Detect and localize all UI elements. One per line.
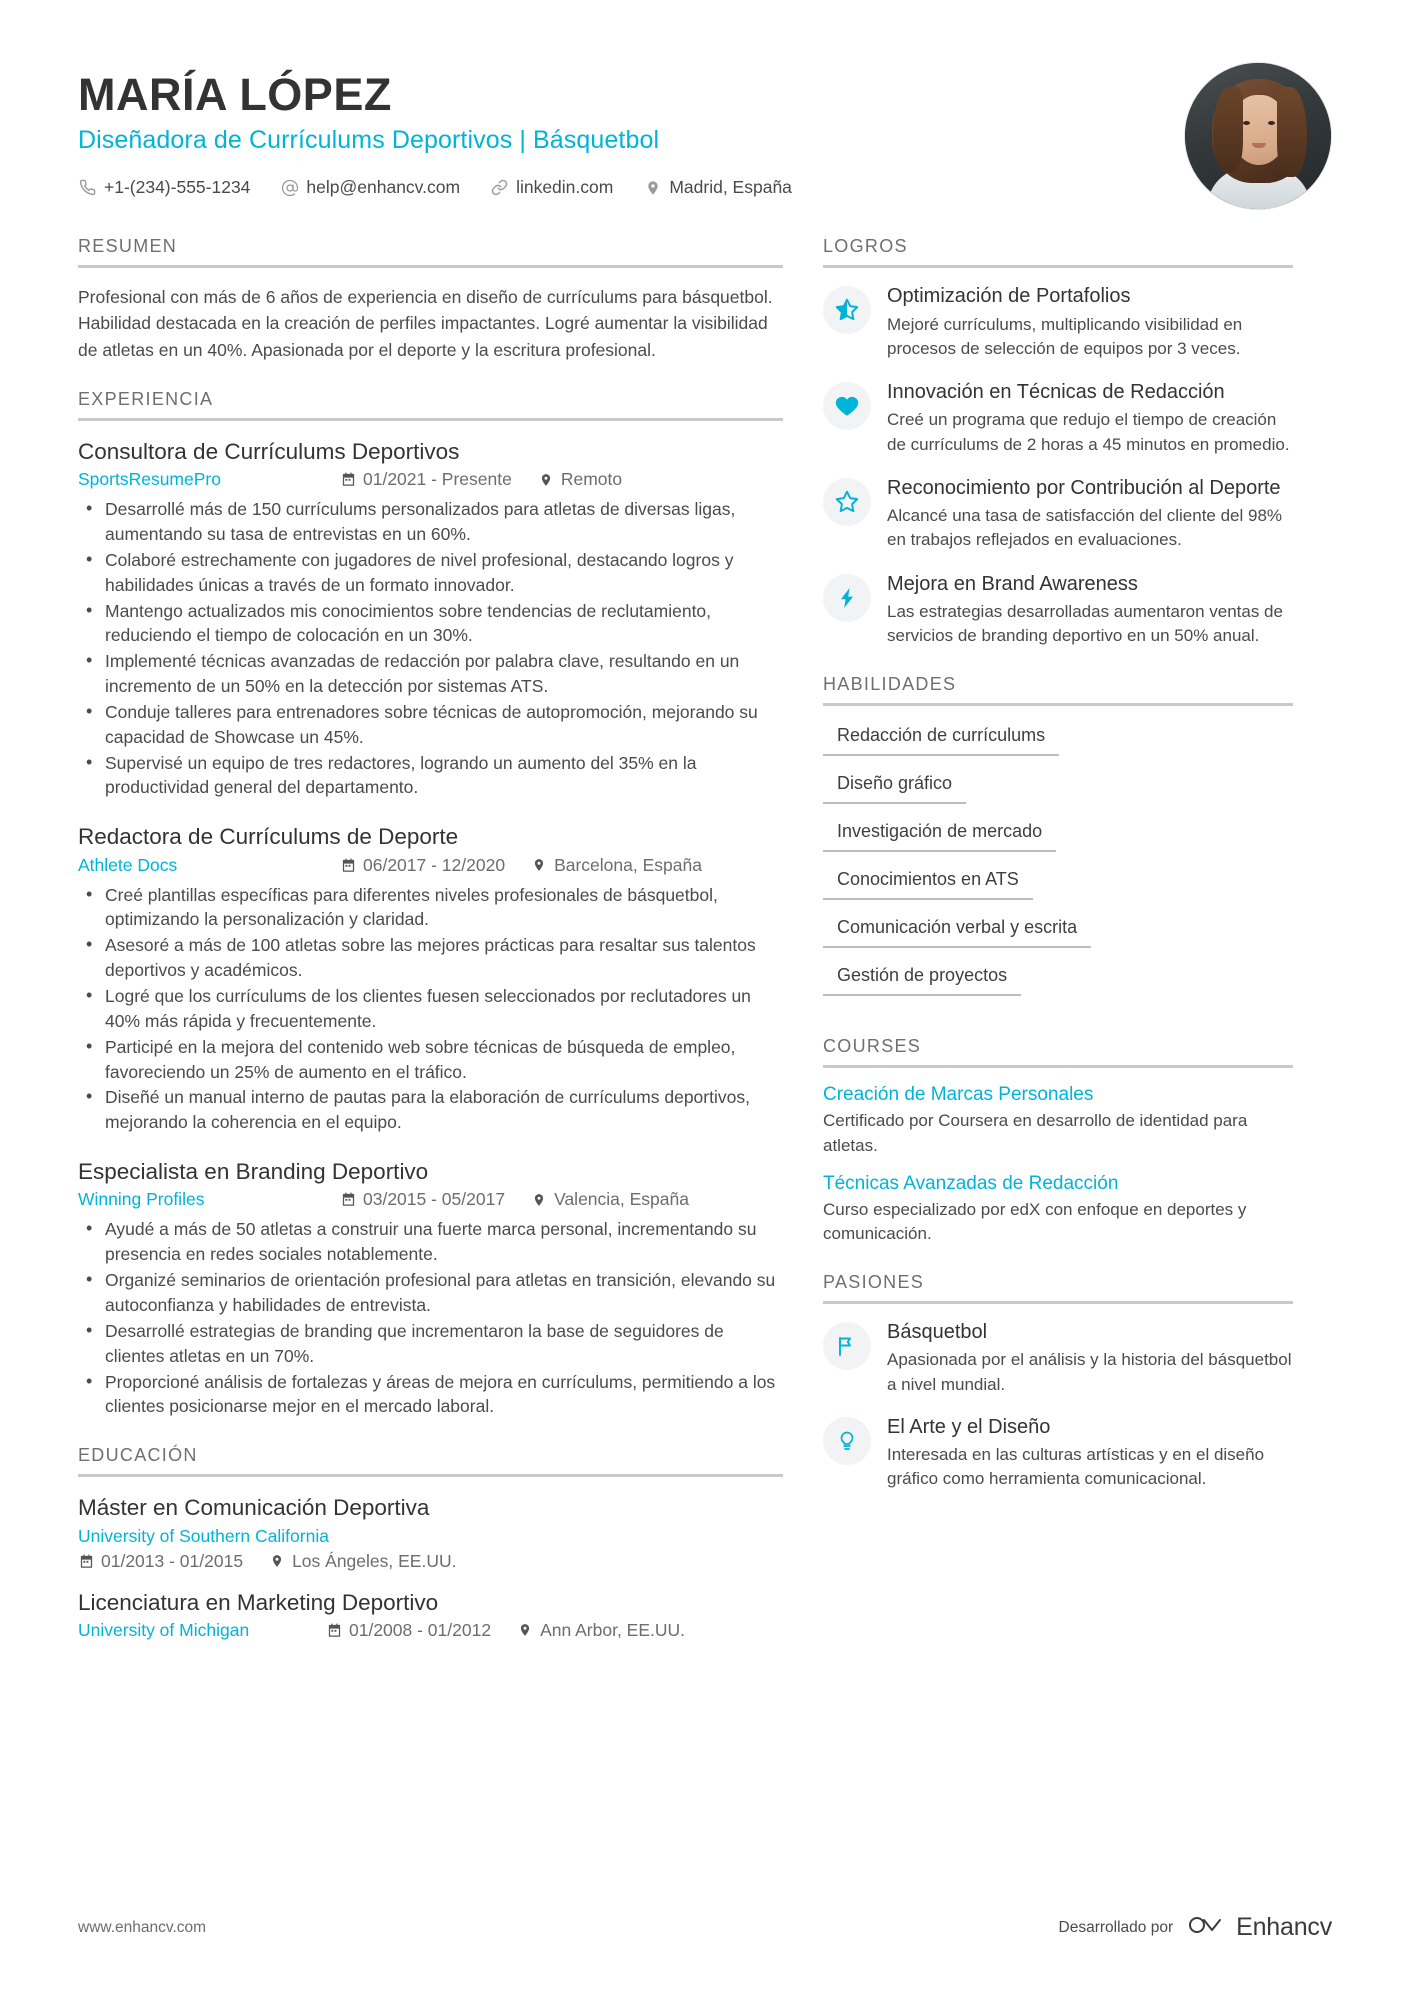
contact-email-text: help@enhancv.com bbox=[306, 177, 461, 198]
achievement-body bbox=[887, 284, 1293, 361]
job-bullet: • Proporcioné análisis de fortalezas y áreas de mejora en currículums, permitiendo a los clientes posicionarse mejor en el mercado laboral. bbox=[82, 1370, 783, 1420]
job-location-text: Valencia, España bbox=[554, 1189, 689, 1210]
location-icon bbox=[531, 857, 547, 873]
enhancv-logo bbox=[1187, 1912, 1332, 1943]
skill-tag: Investigación de mercado bbox=[823, 818, 1056, 852]
experience-entry bbox=[78, 822, 783, 1135]
contact-row bbox=[78, 177, 1158, 198]
section-courses bbox=[823, 1036, 1293, 1246]
job-bullet: • Conduje talleres para entrenadores sobre técnicas de autopromoción, mejorando su capacidad de Showcase un 45%. bbox=[82, 700, 783, 750]
job-bullet: • Organizé seminarios de orientación profesional para atletas en transición, elevando su autoconfianza y habilidades de entrevista. bbox=[82, 1268, 783, 1318]
achievement-title: Innovación en Técnicas de Redacción bbox=[887, 380, 1225, 403]
job-bullet: • Mantengo actualizados mis conocimientos sobre tendencias de reclutamiento, reduciendo el tiempo de colocación en un 30%. bbox=[82, 599, 783, 649]
flag-icon bbox=[823, 1322, 871, 1370]
passion-body bbox=[887, 1320, 1293, 1397]
left-column bbox=[78, 236, 823, 1667]
achievement-description: Creé un programa que redujo el tiempo de creación de currículums de 2 horas a 45 minutos en promedio. bbox=[887, 410, 1290, 454]
star-half-icon bbox=[823, 286, 871, 334]
email-icon bbox=[280, 178, 299, 197]
job-company[interactable]: Athlete Docs bbox=[78, 854, 178, 875]
calendar-icon bbox=[326, 1622, 342, 1638]
skill-list bbox=[823, 722, 1293, 1010]
footer-branding bbox=[1059, 1912, 1332, 1943]
education-degree: Licenciatura en Marketing Deportivo bbox=[78, 1589, 439, 1615]
job-bullet: • Supervisé un equipo de tres redactores, logrando un aumento del 35% en la productividad general del departamento. bbox=[82, 751, 783, 801]
calendar-icon bbox=[340, 1192, 356, 1208]
job-bullet: • Colaboré estrechamente con jugadores de nivel profesional, destacando logros y habilidades únicas a través de un formato innovador. bbox=[82, 548, 783, 598]
enhancv-mark-icon bbox=[1187, 1912, 1227, 1943]
course-description: Certificado por Coursera en desarrollo de identidad para atletas. bbox=[823, 1111, 1248, 1155]
achievement-description: Las estrategias desarrolladas aumentaron ventas de servicios de branding deportivo en un 50% anual. bbox=[887, 602, 1283, 646]
header-text-block bbox=[78, 62, 1158, 198]
job-dates bbox=[340, 855, 505, 876]
job-location bbox=[531, 855, 702, 876]
right-column bbox=[823, 236, 1293, 1518]
location-icon bbox=[531, 1192, 547, 1208]
experience-entry bbox=[78, 437, 783, 801]
section-title-summary: RESUMEN bbox=[78, 236, 178, 256]
section-education bbox=[78, 1445, 783, 1641]
location-icon bbox=[517, 1622, 533, 1638]
education-school[interactable]: University of Southern California bbox=[78, 1525, 329, 1546]
education-dates bbox=[326, 1620, 491, 1641]
contact-location bbox=[643, 177, 792, 198]
section-divider bbox=[823, 703, 1293, 706]
page-title: MARÍA LÓPEZ bbox=[78, 69, 392, 120]
job-dates-text: 03/2015 - 05/2017 bbox=[363, 1189, 506, 1210]
section-achievements bbox=[823, 236, 1293, 648]
education-dates bbox=[78, 1551, 243, 1572]
section-divider bbox=[78, 418, 783, 421]
achievement-body bbox=[887, 380, 1293, 457]
section-title-passions: PASIONES bbox=[823, 1271, 925, 1292]
achievement-title: Optimización de Portafolios bbox=[887, 285, 1131, 307]
calendar-icon bbox=[78, 1553, 94, 1569]
section-divider bbox=[823, 265, 1293, 268]
achievement-body bbox=[887, 476, 1293, 553]
lightning-icon bbox=[823, 574, 871, 622]
education-meta bbox=[78, 1620, 783, 1641]
contact-link[interactable] bbox=[490, 177, 613, 198]
calendar-icon bbox=[340, 857, 356, 873]
job-bullet: • Implementé técnicas avanzadas de redacción por palabra clave, resultando en un incremento de un 50% en la detección por sistemas ATS. bbox=[82, 649, 783, 699]
heart-icon bbox=[823, 382, 871, 430]
job-dates-text: 06/2017 - 12/2020 bbox=[363, 854, 506, 875]
experience-entry bbox=[78, 1157, 783, 1419]
job-bullet: • Ayudé a más de 50 atletas a construir una fuerte marca personal, incrementando su presencia en redes sociales notablemente. bbox=[82, 1217, 783, 1267]
job-dates bbox=[340, 1189, 505, 1210]
job-location bbox=[531, 1189, 689, 1210]
section-summary bbox=[78, 236, 783, 363]
contact-link-text: linkedin.com bbox=[516, 177, 614, 198]
education-meta bbox=[78, 1551, 783, 1572]
achievement-item bbox=[823, 380, 1293, 457]
footer-powered-label: Desarrollado por bbox=[1058, 1918, 1174, 1936]
passion-item bbox=[823, 1415, 1293, 1492]
achievement-title: Mejora en Brand Awareness bbox=[887, 572, 1138, 595]
location-icon bbox=[269, 1553, 285, 1569]
job-role: Especialista en Branding Deportivo bbox=[78, 1159, 429, 1185]
section-title-education: EDUCACIÓN bbox=[78, 1445, 198, 1466]
job-meta bbox=[78, 855, 783, 876]
course-title[interactable]: Técnicas Avanzadas de Redacción bbox=[823, 1172, 1119, 1194]
avatar-hair-left bbox=[1213, 87, 1243, 173]
skill-tag: Redacción de currículums bbox=[823, 722, 1059, 756]
education-location bbox=[269, 1551, 456, 1572]
education-entry bbox=[78, 1493, 783, 1571]
job-meta bbox=[78, 469, 783, 490]
enhancv-wordmark: Enhancv bbox=[1236, 1913, 1332, 1941]
course-item bbox=[823, 1084, 1293, 1157]
passion-description: Apasionada por el análisis y la historia del básquetbol a nivel mundial. bbox=[887, 1350, 1292, 1394]
education-school[interactable]: University of Michigan bbox=[78, 1619, 250, 1640]
passion-body bbox=[887, 1415, 1293, 1492]
achievement-description: Mejoré currículums, multiplicando visibilidad en procesos de selección de equipos por 3 veces. bbox=[887, 314, 1243, 358]
course-item bbox=[823, 1173, 1293, 1246]
location-icon bbox=[643, 178, 662, 197]
achievement-item bbox=[823, 284, 1293, 361]
job-bullet: • Logré que los currículums de los clientes fuesen seleccionados por reclutadores un 40% más rápida y frecuentemente. bbox=[82, 984, 783, 1034]
section-title-skills: HABILIDADES bbox=[823, 674, 957, 695]
star-outline-icon bbox=[823, 478, 871, 526]
contact-location-text: Madrid, España bbox=[669, 177, 792, 198]
education-location-text: Los Ángeles, EE.UU. bbox=[292, 1550, 457, 1571]
summary-text: Profesional con más de 6 años de experiencia en diseño de currículums para básquetbol. Habilidad destacada en la creación de perfiles impactantes. Logré aumentar la visibilidad de atletas en un 40%. Apasionada por el deporte y la escritura profesional. bbox=[78, 287, 773, 360]
phone-icon bbox=[78, 178, 97, 197]
job-bullet: • Creé plantillas específicas para diferentes niveles profesionales de básquetbol, optimizando la personalización y claridad. bbox=[82, 883, 783, 933]
job-role: Consultora de Currículums Deportivos bbox=[78, 438, 460, 464]
skill-tag: Conocimientos en ATS bbox=[823, 866, 1033, 900]
link-icon bbox=[490, 178, 509, 197]
contact-phone-text: +1-(234)-555-1234 bbox=[104, 177, 251, 198]
education-dates-text: 01/2008 - 01/2012 bbox=[349, 1619, 492, 1640]
job-bullet: • Participé en la mejora del contenido web sobre técnicas de búsqueda de empleo, favoreciendo un 25% de aumento en el tráfico. bbox=[82, 1035, 783, 1085]
job-bullets bbox=[78, 497, 783, 800]
section-title-achievements: LOGROS bbox=[823, 236, 908, 256]
section-title-courses: COURSES bbox=[823, 1036, 922, 1057]
section-divider bbox=[78, 1474, 783, 1477]
section-skills bbox=[823, 674, 1293, 1010]
achievement-body bbox=[887, 572, 1293, 649]
section-title-experience: EXPERIENCIA bbox=[78, 388, 214, 409]
achievement-description: Alcancé una tasa de satisfacción del cliente del 98% en trabajos reflejados en evaluaciones. bbox=[887, 506, 1283, 550]
education-dates-text: 01/2013 - 01/2015 bbox=[101, 1550, 244, 1571]
job-dates bbox=[340, 469, 512, 490]
job-bullets bbox=[78, 1217, 783, 1419]
section-divider bbox=[823, 1065, 1293, 1068]
skill-tag: Diseño gráfico bbox=[823, 770, 966, 804]
avatar bbox=[1184, 62, 1332, 210]
resume-body bbox=[78, 236, 1332, 1667]
contact-email[interactable] bbox=[280, 177, 460, 198]
skill-tag: Comunicación verbal y escrita bbox=[823, 914, 1091, 948]
education-entry bbox=[78, 1588, 783, 1641]
education-degree: Máster en Comunicación Deportiva bbox=[78, 1495, 430, 1521]
job-location bbox=[538, 469, 622, 490]
passion-item bbox=[823, 1320, 1293, 1397]
job-meta bbox=[78, 1189, 783, 1210]
job-bullet: • Diseñé un manual interno de pautas para la elaboración de currículums deportivos, mejorando la coherencia en el equipo. bbox=[82, 1085, 783, 1135]
achievement-item bbox=[823, 572, 1293, 649]
section-experience bbox=[78, 389, 783, 1419]
job-role: Redactora de Currículums de Deporte bbox=[78, 824, 459, 850]
achievement-item bbox=[823, 476, 1293, 553]
footer-website[interactable]: www.enhancv.com bbox=[78, 1918, 207, 1936]
job-bullet: • Desarrollé más de 150 currículums personalizados para atletas de diversas ligas, aumentando su tasa de entrevistas en un 60%. bbox=[82, 497, 783, 547]
job-bullet: • Asesoré a más de 100 atletas sobre las mejores prácticas para resaltar sus talentos deportivos y académicos. bbox=[82, 933, 783, 983]
location-icon bbox=[538, 472, 554, 488]
section-divider bbox=[823, 1301, 1293, 1304]
passion-title: Básquetbol bbox=[887, 1320, 988, 1343]
job-company[interactable]: Winning Profiles bbox=[78, 1189, 205, 1210]
job-location-text: Remoto bbox=[560, 469, 623, 490]
education-location-text: Ann Arbor, EE.UU. bbox=[540, 1619, 686, 1640]
skill-tag: Gestión de proyectos bbox=[823, 962, 1021, 996]
section-divider bbox=[78, 265, 783, 268]
job-dates-text: 01/2021 - Presente bbox=[363, 469, 512, 490]
education-location bbox=[517, 1620, 685, 1641]
job-company[interactable]: SportsResumePro bbox=[78, 469, 221, 490]
passion-title: El Arte y el Diseño bbox=[887, 1415, 1051, 1438]
course-description: Curso especializado por edX con enfoque en deportes y comunicación. bbox=[823, 1199, 1247, 1243]
avatar-eye-left bbox=[1243, 121, 1250, 125]
job-bullet: • Desarrollé estrategias de branding que incrementaron la base de seguidores de clientes atletas en un 70%. bbox=[82, 1319, 783, 1369]
passion-description: Interesada en las culturas artísticas y en el diseño gráfico como herramienta comunicacional. bbox=[887, 1445, 1265, 1489]
footer bbox=[78, 1912, 1332, 1943]
calendar-icon bbox=[340, 472, 356, 488]
job-location-text: Barcelona, España bbox=[554, 854, 702, 875]
professional-headline: Diseñadora de Currículums Deportivos | Básquetbol bbox=[78, 126, 660, 155]
achievement-title: Reconocimiento por Contribución al Deporte bbox=[887, 476, 1281, 499]
contact-phone[interactable] bbox=[78, 177, 250, 198]
lightbulb-icon bbox=[823, 1417, 871, 1465]
course-title[interactable]: Creación de Marcas Personales bbox=[823, 1084, 1094, 1106]
job-bullets bbox=[78, 883, 783, 1135]
section-passions bbox=[823, 1272, 1293, 1492]
resume-header bbox=[78, 62, 1332, 236]
avatar-eye-right bbox=[1268, 121, 1275, 125]
